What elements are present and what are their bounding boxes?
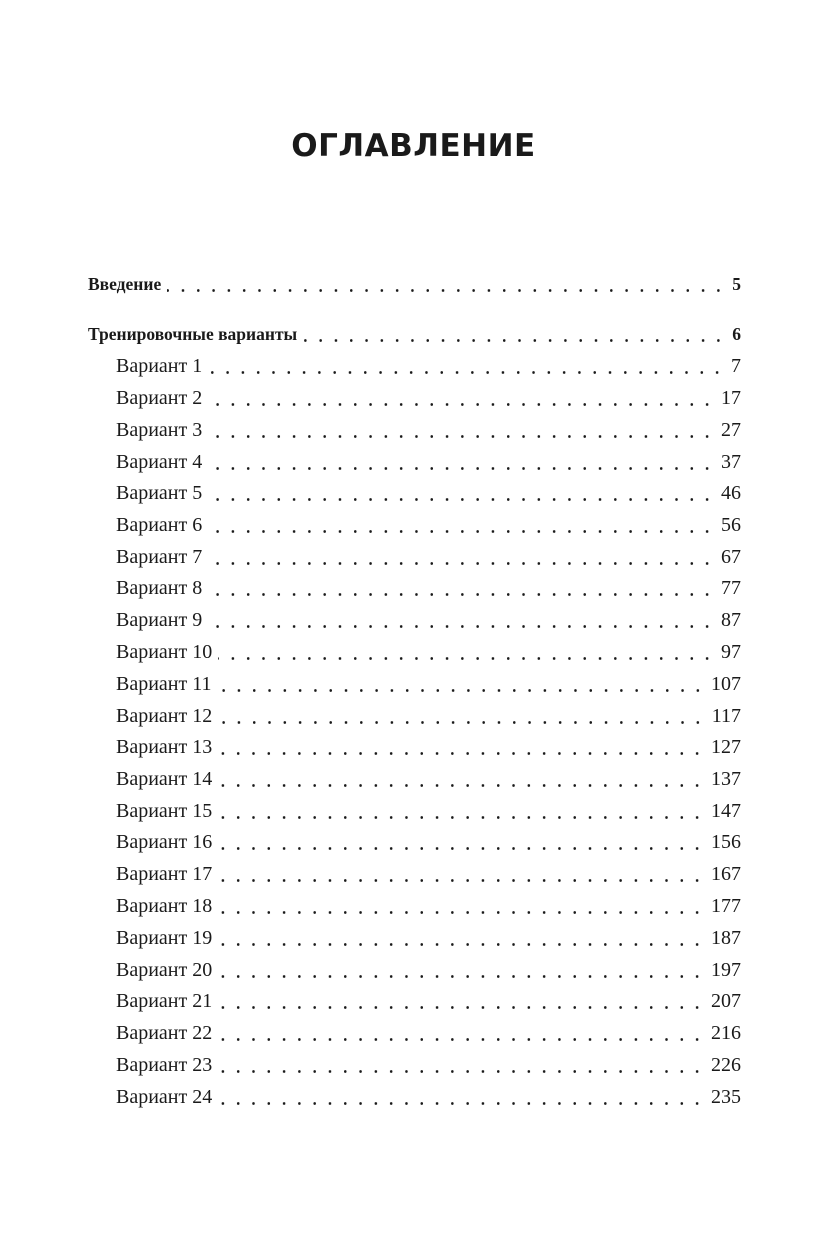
toc-entry-label: Вариант 20 xyxy=(116,959,213,981)
toc-entry-label: Вариант 5 xyxy=(116,482,203,504)
dot-leader xyxy=(208,435,715,438)
dot-leader xyxy=(208,593,715,596)
dot-leader xyxy=(218,1006,705,1009)
toc-entry-variant-14[interactable] xyxy=(116,763,741,791)
toc-entry-label: Вариант 7 xyxy=(116,546,203,568)
dot-leader xyxy=(218,911,705,914)
toc-entry-variant-22[interactable] xyxy=(116,1017,741,1045)
dot-leader xyxy=(208,530,715,533)
toc-entry-page: 17 xyxy=(721,387,741,409)
toc-entry-label: Вариант 9 xyxy=(116,609,203,631)
toc-entry-label: Вариант 13 xyxy=(116,736,213,758)
toc-entry-page: 156 xyxy=(711,831,741,853)
toc-entry-label: Вариант 23 xyxy=(116,1054,213,1076)
toc-entry-variant-21[interactable] xyxy=(116,985,741,1013)
toc-entry-label: Вариант 12 xyxy=(116,705,213,727)
toc-entry-page: 87 xyxy=(721,609,741,631)
toc-entry-variant-12[interactable] xyxy=(116,700,741,728)
toc-entry-label: Вариант 1 xyxy=(116,355,203,377)
dot-leader xyxy=(218,657,715,660)
dot-leader xyxy=(208,467,715,470)
toc-entry-label: Вариант 11 xyxy=(116,673,212,695)
toc-entry-page: 177 xyxy=(711,895,741,917)
toc-entry-label: Вариант 22 xyxy=(116,1022,213,1044)
toc-entry-label: Вариант 21 xyxy=(116,990,213,1012)
toc-entry-page: 187 xyxy=(711,927,741,949)
toc-entry-page: 207 xyxy=(711,990,741,1012)
toc-entry-variant-20[interactable] xyxy=(116,954,741,982)
dot-leader xyxy=(208,562,715,565)
toc-entry-variant-17[interactable] xyxy=(116,858,741,886)
toc-entry-label: Вариант 24 xyxy=(116,1086,213,1108)
toc-entry-label: Вариант 18 xyxy=(116,895,213,917)
toc-entry-page: 67 xyxy=(721,546,741,568)
toc-entry-page: 235 xyxy=(711,1086,741,1108)
toc-entry-variant-3[interactable] xyxy=(116,414,741,442)
dot-leader xyxy=(218,847,705,850)
toc-entry-variant-18[interactable] xyxy=(116,890,741,918)
toc-entry-variant-19[interactable] xyxy=(116,922,741,950)
dot-leader xyxy=(218,784,705,787)
toc-entry-variant-24[interactable] xyxy=(116,1081,741,1109)
dot-leader xyxy=(218,689,706,692)
toc-entry-variant-9[interactable] xyxy=(116,604,741,632)
toc-entry-label: Вариант 15 xyxy=(116,800,213,822)
dot-leader xyxy=(218,1102,705,1105)
toc-entry-label: Вариант 16 xyxy=(116,831,213,853)
dot-leader xyxy=(218,1070,705,1073)
toc-entry-page: 97 xyxy=(721,641,741,663)
toc-entry-page: 216 xyxy=(711,1022,741,1044)
toc-entry-variant-2[interactable] xyxy=(116,382,741,410)
toc-entry-variant-5[interactable] xyxy=(116,477,741,505)
toc-entry-variant-16[interactable] xyxy=(116,826,741,854)
toc-entry-label: Вариант 10 xyxy=(116,641,213,663)
toc-entry-page: 5 xyxy=(732,274,741,294)
dot-leader xyxy=(167,289,726,292)
toc-entry-page: 6 xyxy=(732,324,741,344)
toc-entry-page: 46 xyxy=(721,482,741,504)
toc-entry-label: Тренировочные варианты xyxy=(88,324,298,344)
toc-entry-label: Вариант 3 xyxy=(116,419,203,441)
toc-entry-training-variants[interactable] xyxy=(88,318,741,346)
toc-entry-variant-10[interactable] xyxy=(116,636,741,664)
toc-entry-page: 27 xyxy=(721,419,741,441)
dot-leader xyxy=(218,816,705,819)
toc-entry-introduction[interactable] xyxy=(88,268,741,296)
toc-entry-label: Вариант 6 xyxy=(116,514,203,536)
toc-entry-page: 226 xyxy=(711,1054,741,1076)
toc-entry-page: 127 xyxy=(711,736,741,758)
toc-entry-label: Вариант 4 xyxy=(116,451,203,473)
toc-entry-page: 197 xyxy=(711,959,741,981)
dot-leader xyxy=(208,403,715,406)
dot-leader xyxy=(218,752,705,755)
toc-entry-label: Вариант 2 xyxy=(116,387,203,409)
toc-entry-page: 137 xyxy=(711,768,741,790)
page-title: ОГЛАВЛЕНИЕ xyxy=(291,128,536,164)
toc-entry-page: 147 xyxy=(711,800,741,822)
toc-entry-page: 117 xyxy=(711,705,741,727)
toc-entry-variant-4[interactable] xyxy=(116,446,741,474)
dot-leader xyxy=(208,625,715,628)
toc-entry-page: 7 xyxy=(731,355,741,377)
toc-entry-page: 37 xyxy=(721,451,741,473)
dot-leader xyxy=(208,371,725,374)
toc-entry-variant-6[interactable] xyxy=(116,509,741,537)
toc-entry-label: Вариант 8 xyxy=(116,577,203,599)
toc-entry-label: Введение xyxy=(88,274,162,294)
toc-entry-page: 77 xyxy=(721,577,741,599)
toc-entry-page: 167 xyxy=(711,863,741,885)
toc-entry-label: Вариант 14 xyxy=(116,768,213,790)
toc-entry-variant-7[interactable] xyxy=(116,541,741,569)
toc-entry-page: 107 xyxy=(711,673,741,695)
toc-entry-label: Вариант 19 xyxy=(116,927,213,949)
toc-entry-variant-1[interactable] xyxy=(116,350,741,378)
toc-entry-variant-15[interactable] xyxy=(116,795,741,823)
dot-leader xyxy=(218,975,705,978)
toc-entry-page: 56 xyxy=(721,514,741,536)
toc-entry-variant-23[interactable] xyxy=(116,1049,741,1077)
dot-leader xyxy=(303,339,726,342)
dot-leader xyxy=(218,943,705,946)
toc-entry-variant-11[interactable] xyxy=(116,668,741,696)
dot-leader xyxy=(208,498,715,501)
dot-leader xyxy=(218,1038,705,1041)
toc-entry-variant-8[interactable] xyxy=(116,572,741,600)
dot-leader xyxy=(218,721,705,724)
toc-entry-label: Вариант 17 xyxy=(116,863,213,885)
toc-entry-variant-13[interactable] xyxy=(116,731,741,759)
dot-leader xyxy=(218,879,705,882)
